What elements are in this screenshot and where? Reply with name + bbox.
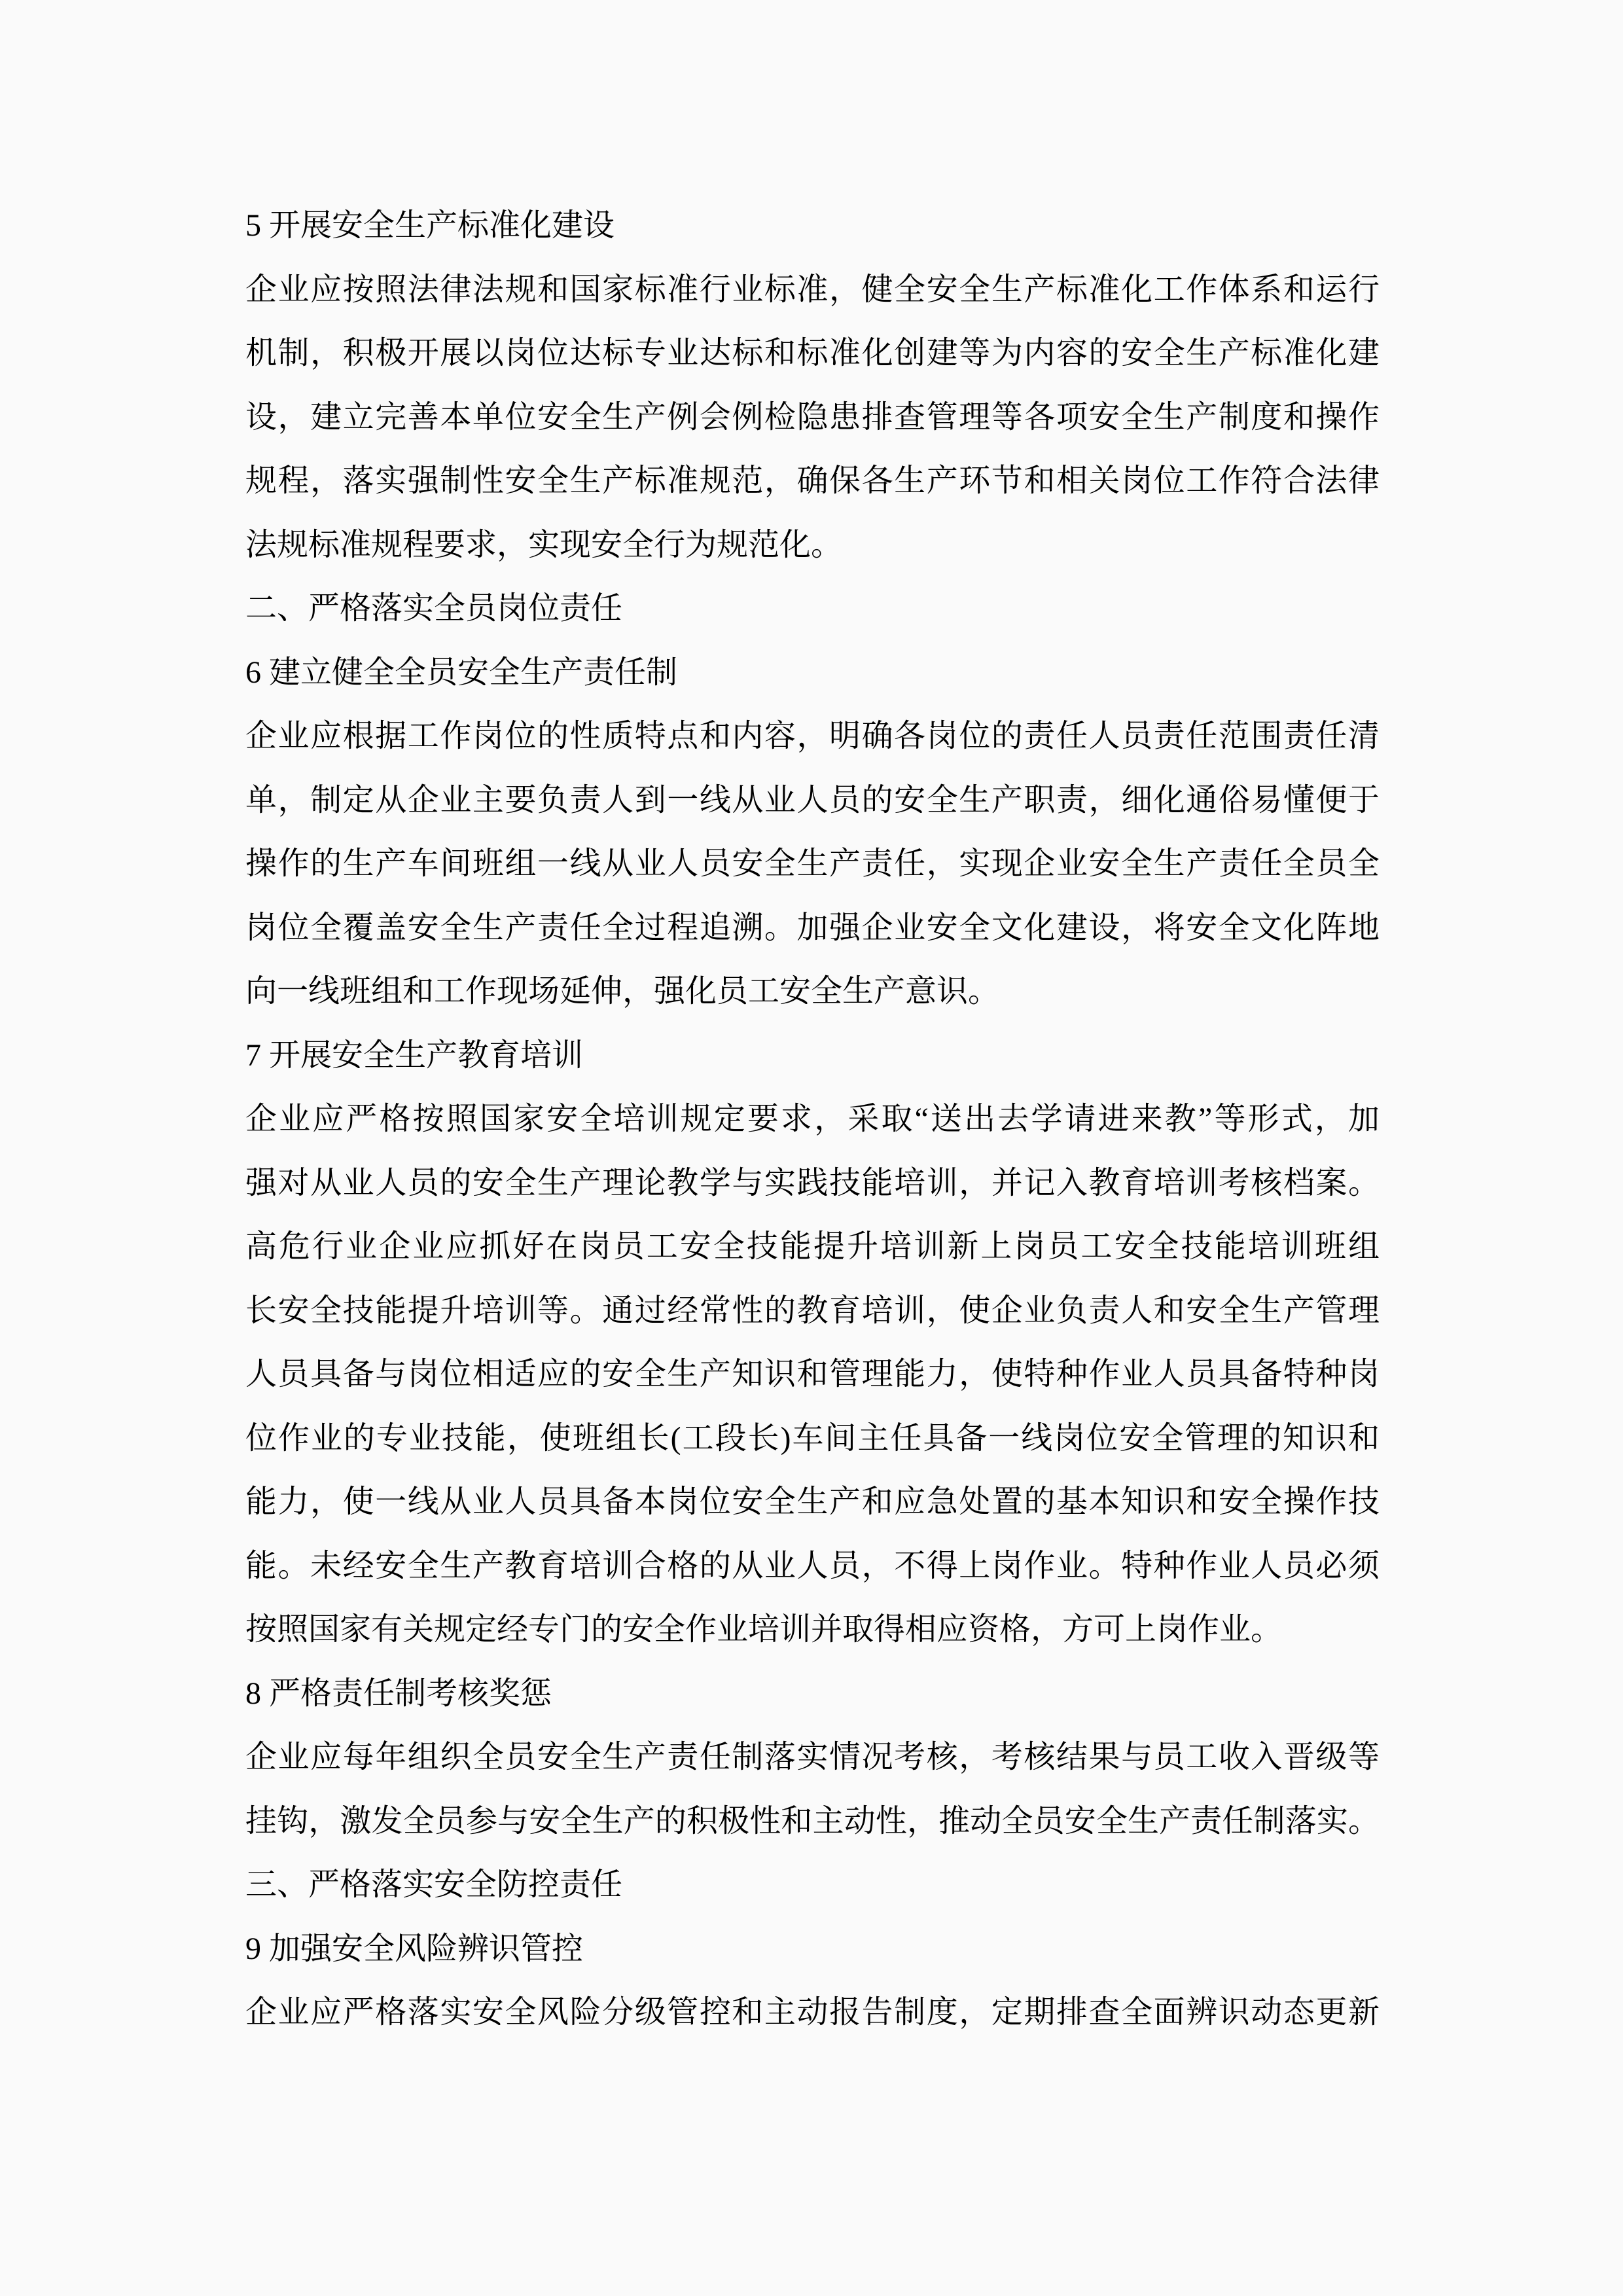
body-text-line: 设，建立完善本单位安全生产例会例检隐患排查管理等各项安全生产制度和操作 [245,399,1380,435]
item-heading-line: 5 开展安全生产标准化建设 [245,208,615,243]
body-text-line: 高危行业企业应抓好在岗员工安全技能提升培训新上岗员工安全技能培训班组 [245,1229,1380,1264]
body-text-line: 岗位全覆盖安全生产责任全过程追溯。加强企业安全文化建设，将安全文化阵地 [245,910,1380,945]
body-text-line: 企业应根据工作岗位的性质特点和内容，明确各岗位的责任人员责任范围责任清 [245,719,1380,753]
body-text-line: 规程，落实强制性安全生产标准规范，确保各生产环节和相关岗位工作符合法律 [245,463,1380,498]
item-heading-line: 6 建立健全全员安全生产责任制 [245,655,678,690]
body-text-line: 机制，积极开展以岗位达标专业达标和标准化创建等为内容的安全生产标准化建 [245,336,1380,370]
item-heading-line: 7 开展安全生产教育培训 [245,1037,584,1073]
body-text-line: 强对从业人员的安全生产理论教学与实践技能培训，并记入教育培训考核档案。 [245,1165,1380,1200]
body-text-line: 人员具备与岗位相适应的安全生产知识和管理能力，使特种作业人员具备特种岗 [245,1357,1380,1391]
body-text-line: 法规标准规程要求，实现安全行为规范化。 [245,527,843,562]
body-text-line: 单，制定从企业主要负责人到一线从业人员的安全生产职责，细化通俗易懂便于 [245,782,1380,817]
body-text-line: 能。未经安全生产教育培训合格的从业人员，不得上岗作业。特种作业人员必须 [245,1548,1380,1583]
body-text-line: 挂钩，激发全员参与安全生产的积极性和主动性，推动全员安全生产责任制落实。 [245,1803,1380,1839]
body-text-line: 企业应严格按照国家安全培训规定要求，采取“送出去学请进来教”等形式，加 [245,1102,1380,1136]
body-text-line: 企业应按照法律法规和国家标准行业标准，健全安全生产标准化工作体系和运行 [245,272,1380,307]
body-text-line: 长安全技能提升培训等。通过经常性的教育培训，使企业负责人和安全生产管理 [245,1293,1380,1328]
section-heading-line: 二、严格落实全员岗位责任 [245,591,623,626]
section-heading-line: 三、严格落实安全防控责任 [245,1867,623,1902]
item-heading-line: 9 加强安全风险辨识管控 [245,1931,584,1966]
body-text-line: 向一线班组和工作现场延伸，强化员工安全生产意识。 [245,974,1000,1009]
item-heading-line: 8 严格责任制考核奖惩 [245,1676,552,1711]
body-text-line: 操作的生产车间班组一线从业人员安全生产责任，实现企业安全生产责任全员全 [245,846,1380,881]
body-text-line: 企业应严格落实安全风险分级管控和主动报告制度，定期排查全面辨识动态更新 [245,1995,1380,2030]
body-text-line: 按照国家有关规定经专门的安全作业培训并取得相应资格，方可上岗作业。 [245,1612,1283,1647]
body-text-line: 企业应每年组织全员安全生产责任制落实情况考核，考核结果与员工收入晋级等 [245,1740,1380,1774]
body-text-line: 位作业的专业技能，使班组长(工段长)车间主任具备一线岗位安全管理的知识和 [245,1420,1380,1456]
body-text-line: 能力，使一线从业人员具备本岗位安全生产和应急处置的基本知识和安全操作技 [245,1484,1380,1519]
